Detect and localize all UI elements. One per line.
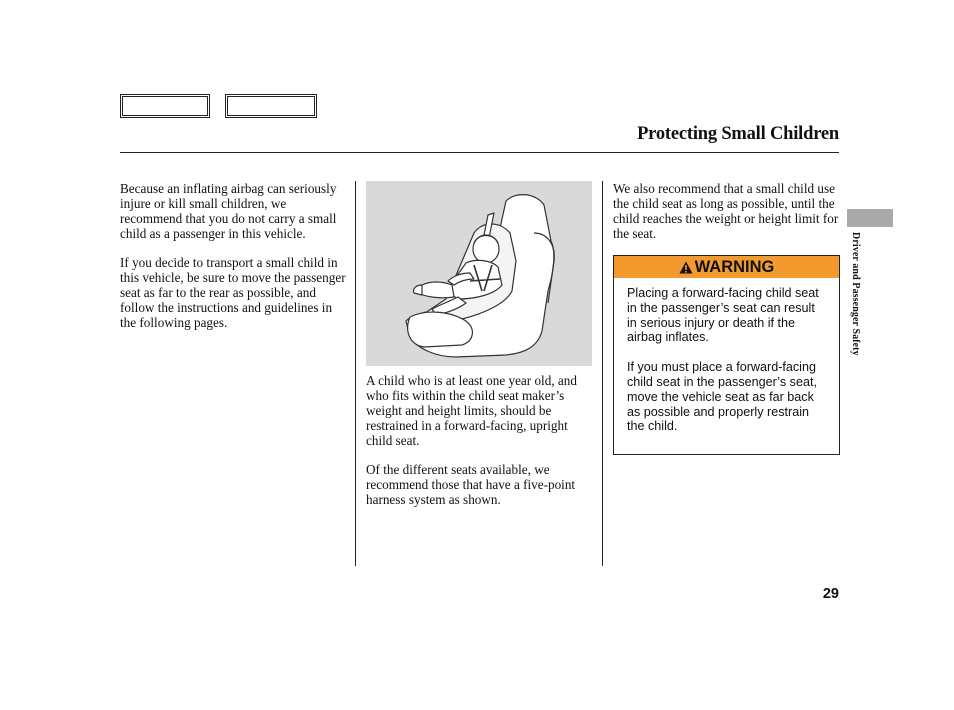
- warning-triangle-icon: [679, 258, 693, 280]
- warning-paragraph: Placing a forward-facing child seat in the passenger’s seat can result in serious injury or death if the airbag inflates.: [627, 286, 819, 345]
- warning-heading: [614, 256, 839, 278]
- paragraph: If you decide to transport a small child in this vehicle, be sure to move the passenger seat as far to the rear as possible, and follow the instructions and guidelines in the following pages.: [120, 255, 346, 330]
- page-number: 29: [822, 586, 839, 602]
- warning-paragraph: If you must place a forward-facing child seat in the passenger’s seat, move the vehicle seat as far back as possible and properly restrain the child.: [627, 360, 817, 434]
- column-divider: [602, 181, 603, 566]
- warning-box: [613, 255, 840, 455]
- column-divider: [355, 181, 356, 566]
- nav-button-2[interactable]: [225, 94, 317, 118]
- paragraph: Of the different seats available, we recommend those that have a five-point harness system as shown.: [366, 462, 576, 507]
- warning-label: WARNING: [694, 258, 775, 276]
- page-title: Protecting Small Children: [637, 124, 839, 144]
- warning-body: [614, 278, 839, 434]
- paragraph: We also recommend that a small child use the child seat as long as possible, until the child reaches the weight or height limit for the seat.: [613, 181, 839, 241]
- column-3: [613, 181, 839, 255]
- column-2: [366, 373, 592, 521]
- paragraph: A child who is at least one year old, and who fits within the child seat maker’s weight and height limits, should be restrained in a forward-facing, upright child seat.: [366, 373, 577, 448]
- child-in-forward-facing-seat-icon: [366, 181, 592, 366]
- child-seat-illustration: [366, 181, 592, 366]
- nav-button-1[interactable]: [120, 94, 210, 118]
- title-rule: [120, 152, 839, 153]
- section-tab[interactable]: [847, 209, 893, 227]
- paragraph: Because an inflating airbag can seriously injure or kill small children, we recommend that you do not carry a small child as a passenger in this vehicle.: [120, 181, 337, 241]
- section-label: Driver and Passenger Safety: [850, 232, 861, 356]
- column-1: [120, 181, 348, 344]
